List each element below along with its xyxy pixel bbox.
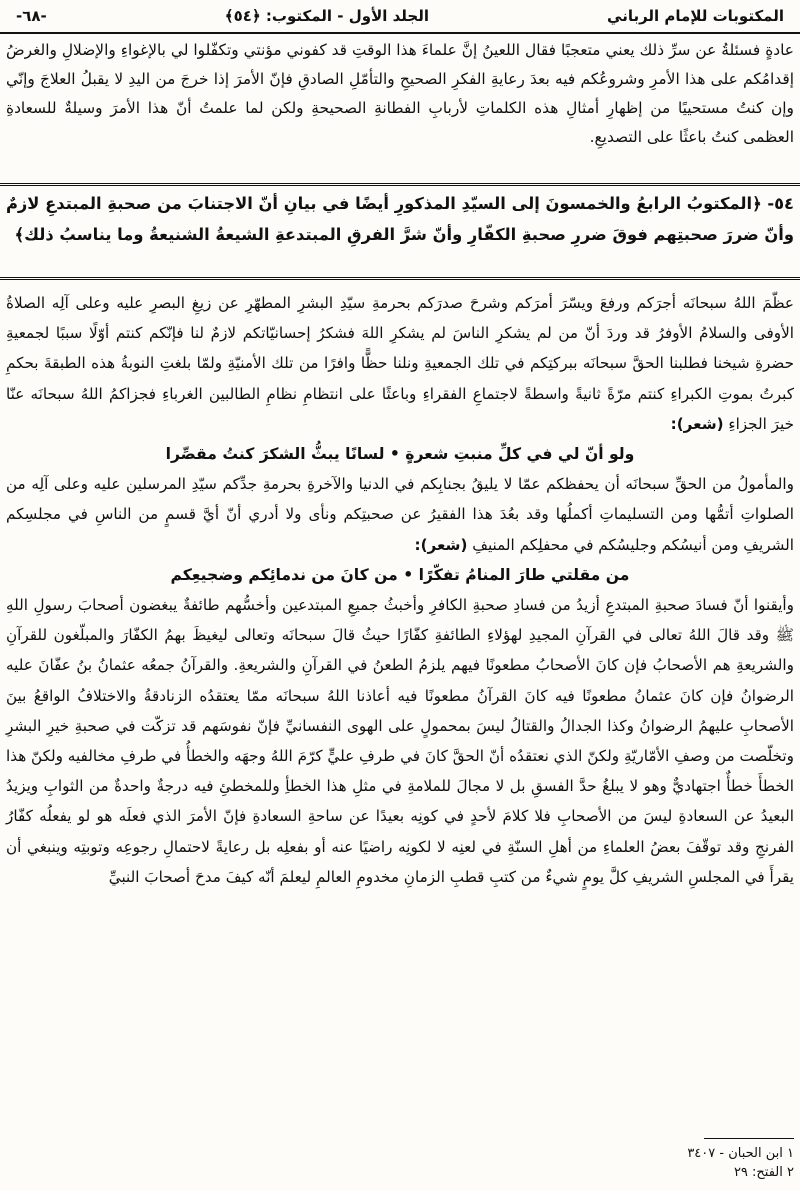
verse-2: من مقلتي طارَ المنامُ تفكّرًا • من كانَ من ندمائِكم وضجيعِكم bbox=[170, 565, 630, 584]
volume-letter-label: الجلد الأول - المكتوب: ﴿٥٤﴾ bbox=[224, 7, 429, 25]
footnote-1: ١ ابن الحبان - ٣٤٠٧ bbox=[687, 1146, 794, 1161]
header-rule bbox=[0, 32, 800, 34]
letter-title: ٥٤- ﴿المكتوبُ الرابعُ والخمسونَ إلى السيّدِ المذكورِ أيضًا في بيانِ أنّ الاجتنابَ من صحبةِ المبتدعِ لازمٌ وأنّ ضررَ صحبتِهم فوقَ ضررِ صحبةِ الكفّارِ وأنّ شرَّ الفرقِ المبتدعةِ الشيعةُ الشنيعةُ وما يناسبُ ذلك﴾ bbox=[6, 194, 794, 244]
footnote-rule bbox=[704, 1138, 794, 1139]
poem-label-2: (شعر): bbox=[414, 535, 468, 554]
verse-1: ولو أنّ لي في كلِّ منبتِ شعرةٍ • لسانًا يبثُّ الشكرَ كنتُ مقصِّرا bbox=[165, 445, 635, 464]
book-title: المكتوبات للإمام الرباني bbox=[607, 7, 784, 25]
paragraph-1: عظّمَ اللهُ سبحانَه أجرَكم ورفعَ ويسّرَ أمرَكم وشرحَ صدرَكم بحرمةِ سيّدِ البشرِ المطهّرِ عن زيغِ البصرِ عليه وعلى آلِه الصلاةُ الأوفى والسلامُ الأوفرُ قد وردَ أنّ من لم يشكرِ الناسَ لم يشكرِ اللهَ فشكرُ إحسانيّاتكم لازمٌ لنا فإنّكم كنتم أوّلًا سببًا لجمعيةِ حضرةِ شيخنا فطلبنا الحقَّ سبحانَه ببركتِكم في تلك الجمعيةِ ونلنا حظًّا وافرًا من تلك الأمنيّةِ ولمّا بلغتِ النوبةُ هذه الطبقةَ بحكمِ كبرتُ بموتِ الكبراءِ كنتم مرّةً ثانيةً واسطةً لاجتماعِ الفقراءِ وباعثًا على انتظامِ نظامِ الطالبين الغرباءِ فجزاكمُ اللهُ سبحانَه عنّا خيرَ الجزاءِ (شعر): bbox=[6, 294, 794, 433]
section-separator-bottom bbox=[0, 277, 800, 280]
letter-body bbox=[6, 288, 794, 892]
poem-label: (شعر): bbox=[670, 414, 724, 433]
running-header bbox=[0, 0, 800, 32]
paragraph-2: والمأمولُ من الحقِّ سبحانَه أن يحفظكم عمّا لا يليقُ بجنابِكم في الدنيا والآخرةِ بحرمةِ جدِّكم سيّدِ المرسلين عليه وعلى آلِه من الصلواتِ أتمُّها ومن التسليماتِ أكملُها وقد بعُدَ هذا الفقيرُ عن صحبتِكم ونأى ولا أدري أنّ أيَّ قسمٍ من الناسِ في مجلسِكم الشريفِ ومن أنيسُكم وجليسُكم في محفلِكم المنيفِ (شعر): bbox=[6, 475, 794, 554]
page-number: -٦٨- bbox=[16, 7, 47, 25]
intro-paragraph-block bbox=[6, 36, 794, 182]
paragraph-3: وأيقنوا أنّ فسادَ صحبةِ المبتدعِ أزيدُ من فسادِ صحبةِ الكافرِ وأخبثُ جميعِ المبتدعين وأخسُّهم طائفةٌ يبغضون أصحابَ رسولِ اللهِ ﷺ وقد قالَ اللهُ تعالى في القرآنِ المجيدِ لهؤلاءِ الطائفةِ كفّارًا حيثُ قالَ سبحانَه وتعالى ليغيظَ بهمُ الكفّارَ والمبلّغون للقرآنِ والشريعةِ هم الأصحابُ فإن كانَ الأصحابُ مطعونًا فيهم يلزمُ الطعنُ في القرآنِ والشريعةِ. والقرآنُ جمعُه عثمانُ بنُ عفّانَ عليه الرضوانُ فإن كانَ عثمانُ مطعونًا فيه كانَ القرآنُ مطعونًا فيه أعاذنا اللهُ سبحانَه ممّا يعتقدُه الزنادقةُ والاختلافُ الواقعُ بينَ الأصحابِ عليهمُ الرضوانُ وكذا الجدالُ والقتالُ ليسَ بمحمولٍ على الهوى النفسانيِّ فإنّ نفوسَهم قد تزكّت في صحبةِ خيرِ البشرِ وتخلّصت من وصفِ الأمّاريّةِ ولكنّ الذي نعتقدُه أنّ الحقَّ كانَ في طرفِ عليٍّ كرّمَ اللهُ وجهَه والخطأُ في طرفِ مخالفيه ولكنّ هذا الخطأَ خطأٌ اجتهاديٌّ وهو لا يبلغُ حدَّ الفسقِ بل لا مجالَ للملامةِ في مثلِ هذا الخطأِ وللمخطئِ فيه درجةٌ واحدةٌ من الثوابِ ويزيدُ البعيدُ عن السعادةِ ليسَ من الأصحابِ فلا كلامَ لأحدٍ في كونِه بعيدًا عن ساحةِ السعادةِ فإنّ الأمرَ الذي فعلَه هو لو يفعلُه كفّارُ الفرنجِ وقد توقّفَ بعضُ العلماءِ من أهلِ السنّةِ في لعنِه لا لكونِه راضيًا عنه أو بفعلِه بل رعايةً لاحتمالِ رجوعِه وتوبتِه وينبغي أن يقرأَ في المجلسِ الشريفِ كلَّ يومٍ شيءٌ من كتبِ قطبِ الزمانِ مخدومِ العالمِ ليعلمَ أنّه كيفَ مدحَ أصحابَ النبيِّ bbox=[6, 596, 794, 886]
section-separator-top bbox=[0, 183, 800, 186]
footnotes bbox=[687, 1144, 794, 1182]
intro-paragraph: عادةٍ فسئلةُ عن سرِّ ذلك يعني متعجبًا فقال اللعينُ إنَّ علماءَ هذا الوقتِ قد كفوني مؤنتي وتكفّلوا لي بالإغواءِ والإضلالِ والغرضُ إقدامُكم على هذا الأمرِ وشروعُكم فيه بعدَ رعايةِ الفكرِ الصحيحِ والتأمّلِ الصادقِ فإنّ الأمرَ إذا خرجَ من اليدِ لا يقبلُ العلاجَ وإنّي وإن كنتُ مستحييًا من إظهارِ أمثالِ هذه الكلماتِ لأربابِ الفطانةِ الصحيحةِ ولكن لما علمتُ أنّ هذا الأمرَ وسيلةٌ للسعادةِ العظمى كنتُ باعثًا على التصديعِ. bbox=[6, 41, 794, 146]
footnote-2: ٢ الفتح: ٢٩ bbox=[733, 1165, 794, 1180]
